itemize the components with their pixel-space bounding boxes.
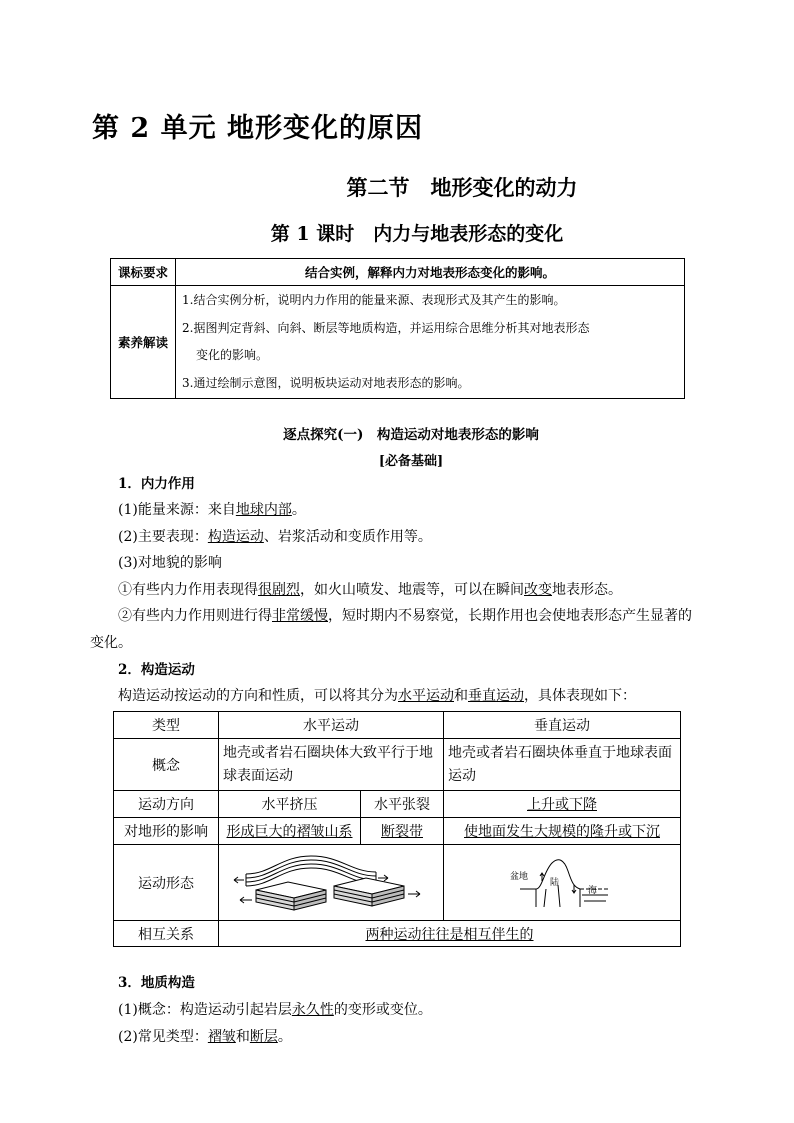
- relation-text: 两种运动往往是相互伴生的: [219, 921, 681, 947]
- header-vertical: 垂直运动: [444, 712, 681, 739]
- header-type: 类型: [114, 712, 219, 739]
- s1-heading: 1．内力作用: [118, 476, 195, 492]
- s1-line5: ②有些内力作用则进行得非常缓慢，短时期内不易察觉，长期作用也会使地表形态产生显著的: [118, 608, 692, 624]
- row-impact: 对地形的影响: [114, 818, 219, 845]
- concept-horizontal: 地壳或者岩石圈块体大致平行于地球表面运动: [219, 739, 444, 791]
- impact-vertical: 使地面发生大规模的隆升或下沉: [444, 818, 681, 845]
- s1-line1: (1)能量来源：来自地球内部。: [118, 502, 306, 518]
- row-form: 运动形态: [114, 845, 219, 921]
- s3-heading: 3．地质构造: [118, 975, 195, 991]
- standard-label: 课标要求: [111, 259, 176, 286]
- explore-title: 逐点探究(一) 构造运动对地表形态的影响: [283, 427, 539, 443]
- row-relation: 相互关系: [114, 921, 219, 947]
- header-horizontal: 水平运动: [219, 712, 444, 739]
- diagram-sea-label: 海: [588, 885, 598, 896]
- row-direction: 运动方向: [114, 791, 219, 818]
- s1-line4: ①有些内力作用表现得很剧烈，如火山喷发、地震等，可以在瞬间改变地表形态。: [118, 582, 622, 598]
- impact-squeeze: 形成巨大的褶皱山系: [219, 818, 361, 845]
- row-concept: 概念: [114, 739, 219, 791]
- standard-text: 结合实例，解释内力对地表形态变化的影响。: [176, 259, 685, 286]
- basis-title: [必备基础]: [378, 454, 444, 469]
- s1-line5-cont: 变化。: [90, 635, 132, 651]
- vertical-diagram-cell: [444, 845, 681, 921]
- fold-block-diagram: [226, 850, 436, 912]
- uplift-subsidence-diagram: [502, 849, 622, 913]
- literacy-text: 1.结合实例分析，说明内力作用的能量来源、表现形式及其产生的影响。 2.据图判定背斜、向斜、断层等地质构造，并运用综合思维分析其对地表形态 变化的影响。 3.通过绘制示意图，说明板块运动对地表形态的影响。: [176, 286, 685, 399]
- horizontal-diagram-cell: [219, 845, 444, 921]
- s1-line2: (2)主要表现：构造运动、岩浆活动和变质作用等。: [118, 529, 432, 545]
- s3-line2: (2)常见类型：褶皱和断层。: [118, 1029, 292, 1045]
- dir-squeeze: 水平挤压: [219, 791, 361, 818]
- diagram-land-label: 陆: [550, 877, 560, 888]
- requirements-table: [110, 258, 685, 399]
- s1-line3: (3)对地貌的影响: [118, 555, 222, 571]
- section-title: 第二节 地形变化的动力: [346, 175, 578, 200]
- s2-heading: 2．构造运动: [118, 662, 195, 678]
- literacy-label: 素养解读: [111, 286, 176, 399]
- dir-stretch: 水平张裂: [361, 791, 444, 818]
- impact-stretch: 断裂带: [361, 818, 444, 845]
- tectonic-table: [113, 711, 681, 947]
- s3-line1: (1)概念：构造运动引起岩层永久性的变形或变位。: [118, 1002, 432, 1018]
- s2-intro: 构造运动按运动的方向和性质，可以将其分为水平运动和垂直运动，具体表现如下：: [118, 688, 636, 704]
- lesson-title: 第 1 课时 内力与地表形态的变化: [270, 223, 564, 245]
- concept-vertical: 地壳或者岩石圈块体垂直于地球表面运动: [444, 739, 681, 791]
- diagram-basin-label: 盆地: [510, 871, 529, 882]
- unit-title: 第 2 单元 地形变化的原因: [92, 113, 423, 144]
- dir-vertical: 上升或下降: [444, 791, 681, 818]
